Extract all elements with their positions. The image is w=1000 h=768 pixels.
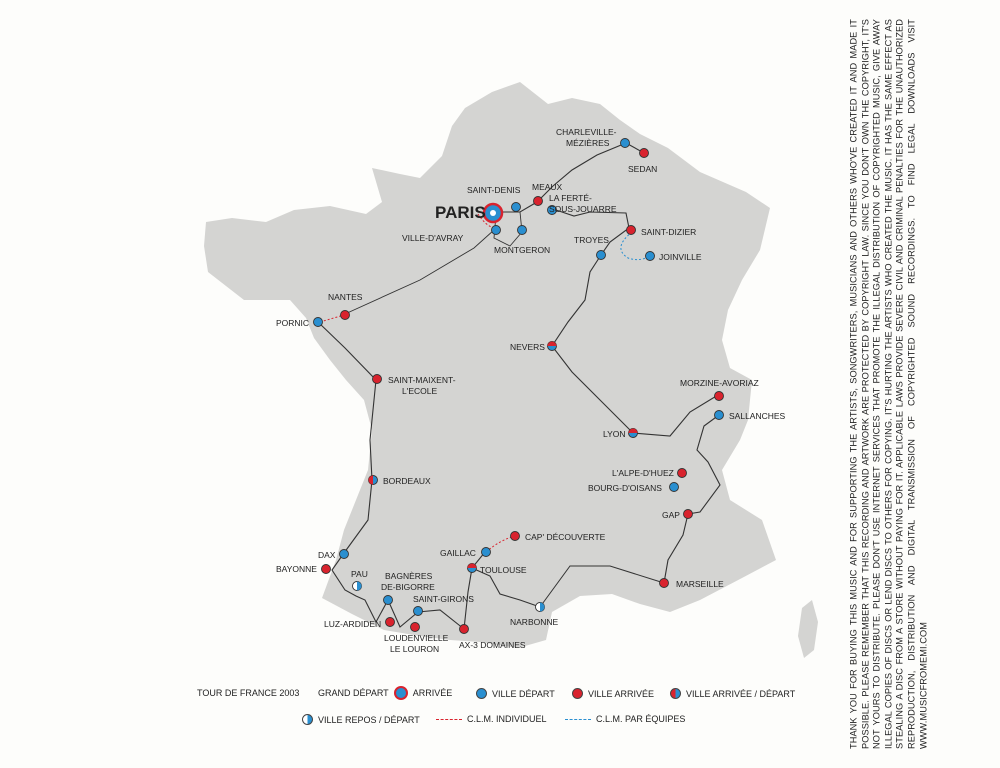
- label-cap-decouverte: CAP' DÉCOUVERTE: [525, 532, 606, 542]
- label-paris: PARIS: [435, 203, 486, 222]
- label-meaux: MEAUX: [532, 182, 563, 192]
- label-ville-davray: VILLE-D'AVRAY: [402, 233, 464, 243]
- label-loudenvielle-1: LOUDENVIELLE: [384, 633, 449, 643]
- label-saint-denis: SAINT-DENIS: [467, 185, 521, 195]
- label-bagneres-1: BAGNÈRES: [385, 571, 433, 581]
- label-la-ferte-1: LA FERTÉ-: [549, 193, 592, 203]
- label-pau: PAU: [351, 569, 368, 579]
- label-charleville-2: MÉZIÈRES: [566, 138, 610, 148]
- label-gap: GAP: [662, 510, 680, 520]
- label-pornic: PORNIC: [276, 318, 310, 328]
- label-dax: DAX: [318, 550, 336, 560]
- label-toulouse: TOULOUSE: [480, 565, 527, 575]
- legend-ville-depart: VILLE DÉPART: [476, 688, 555, 699]
- label-nevers: NEVERS: [510, 342, 545, 352]
- label-montgeron: MONTGERON: [494, 245, 551, 255]
- label-bayonne: BAYONNE: [276, 564, 317, 574]
- label-marseille: MARSEILLE: [676, 579, 724, 589]
- red-dash-icon: [436, 719, 462, 720]
- label-bordeaux: BORDEAUX: [383, 476, 431, 486]
- label-gaillac: GAILLAC: [440, 548, 476, 558]
- label-luz-ardiden: LUZ-ARDIDEN: [324, 619, 382, 629]
- blue-dash-icon: [565, 719, 591, 720]
- legend-clm-equipes: C.L.M. PAR ÉQUIPES: [565, 714, 685, 724]
- legend-ville-arrivee-depart: VILLE ARRIVÉE / DÉPART: [670, 688, 795, 699]
- label-ax3: AX-3 DOMAINES: [459, 640, 526, 650]
- label-joinville: JOINVILLE: [659, 252, 702, 262]
- label-saint-dizier: SAINT-DIZIER: [641, 227, 697, 237]
- label-saint-girons: SAINT-GIRONS: [413, 594, 474, 604]
- half-dot-icon: [670, 688, 681, 699]
- label-alpe-dhuez: L'ALPE-D'HUEZ: [612, 468, 674, 478]
- label-la-ferte-2: SOUS-JOUARRE: [549, 204, 617, 214]
- legend-title: TOUR DE FRANCE 2003: [197, 688, 300, 698]
- label-bourg-doisans: BOURG-D'OISANS: [588, 483, 662, 493]
- legend-ville-arrivee: VILLE ARRIVÉE: [572, 688, 654, 699]
- legend-clm-individuel: C.L.M. INDIVIDUEL: [436, 714, 547, 724]
- label-nantes: NANTES: [328, 292, 363, 302]
- label-bagneres-2: DE-BIGORRE: [381, 582, 435, 592]
- legend-ville-repos: VILLE REPOS / DÉPART: [302, 714, 420, 725]
- legend-grand-depart: GRAND DÉPART ARRIVÉE: [318, 688, 453, 698]
- rest-dot-icon: [302, 714, 313, 725]
- label-saint-maixent-1: SAINT-MAIXENT-: [388, 375, 456, 385]
- red-dot-icon: [572, 688, 583, 699]
- label-morzine: MORZINE-AVORIAZ: [680, 378, 759, 388]
- label-troyes: TROYES: [574, 235, 609, 245]
- grand-depart-icon: [394, 686, 408, 700]
- label-charleville-1: CHARLEVILLE-: [556, 127, 617, 137]
- copyright-notice: THANK YOU FOR BUYING THIS MUSIC AND FOR SUPPORTING THE ARTISTS, SONGWRITERS, MUSICIANS AND OTHERS WHO'VE CREATED IT AND MADE IT POSSIBLE. PLEASE REMEMBER THAT THIS RECORDING AND ARTWORK ARE PROTECTED BY COPYRIGHT LAW. SINCE YOU DON'T OWN THE COPYRIGHT, IT'S NOT YOURS TO DISTRIBUTE. PLEASE DON'T USE INTERNET SERVICES THAT PROMOTE THE ILLEGAL DISTRIBUTION OF COPYRIGHTED MUSIC, GIVE AWAY ILLEGAL COPIES OF DISCS OR LEND DISCS TO OTHERS FOR COPYING. IT'S HURTING THE ARTISTS WHO CREATED THE MUSIC. IT HAS THE SAME EFFECT AS STEALING A DISC FROM A STORE WITHOUT PAYING FOR IT. APPLICABLE LAWS PROVIDE SEVERE CIVIL AND CRIMINAL PENALTIES FOR THE UNAUTHORIZED REPRODUCTION, DISTRIBUTION AND DIGITAL TRANSMISSION OF COPYRIGHTED SOUND RECORDINGS. TO FIND LEGAL DOWNLOADS VISIT WWW.MUSICFROMEMI.COM: [848, 19, 928, 749]
- label-loudenvielle-2: LE LOURON: [390, 644, 440, 654]
- label-saint-maixent-2: L'ECOLE: [402, 386, 438, 396]
- blue-dot-icon: [476, 688, 487, 699]
- label-narbonne: NARBONNE: [510, 617, 559, 627]
- label-sallanches: SALLANCHES: [729, 411, 786, 421]
- label-lyon: LYON: [603, 429, 626, 439]
- label-sedan: SEDAN: [628, 164, 658, 174]
